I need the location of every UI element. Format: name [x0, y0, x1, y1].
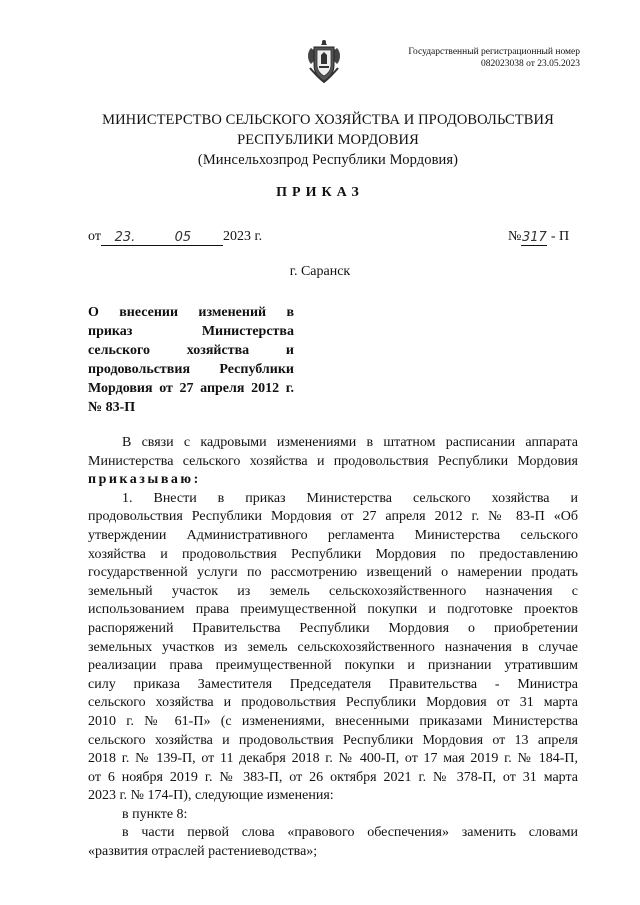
body-line: сельского хозяйства и продовольствия Республики Мордовия от 13 апреля [88, 732, 578, 748]
date-month: 05 [174, 230, 192, 245]
body-line: 2010 г. № 61-П» (с изменениями, внесенными приказами Министерства [88, 713, 578, 729]
subject-line: О внесении изменений в [88, 305, 294, 320]
body-line: распоряжений Правительства Республики Мордовия о приобретении [88, 620, 578, 636]
registration-line: 082023038 от 23.05.2023 [480, 59, 580, 69]
registration-number [405, 46, 580, 70]
number-suffix: - П [550, 229, 570, 244]
coat-of-arms-icon [305, 38, 343, 84]
document-title: ПРИКАЗ [276, 185, 364, 200]
subject-line: № 83-П [88, 400, 136, 415]
body-line: в части первой слова «правового обеспечения» заменить словами [122, 825, 578, 841]
body-line: сельского хозяйства и продовольствия Республики Мордовия от 31 марта [88, 695, 578, 711]
date-prefix: от [88, 229, 101, 244]
body-line: в пункте 8: [122, 806, 188, 822]
body-line: «развития отраслей растениеводства»; [88, 844, 318, 860]
date-year: 2023 г. [222, 229, 263, 244]
subject-line: продовольствия Республики [88, 362, 294, 377]
subject-line: Мордовия от 27 апреля 2012 г. [88, 381, 294, 396]
order-date [88, 228, 262, 246]
ministry-line: РЕСПУБЛИКИ МОРДОВИЯ [237, 132, 419, 148]
body-line: 1. Внести в приказ Министерства сельского хозяйства и [122, 490, 578, 506]
ministry-line: МИНИСТЕРСТВО СЕЛЬСКОГО ХОЗЯЙСТВА И ПРОДОВОЛЬСТВИЯ [102, 112, 554, 128]
body-line: 2023 г. № 174-П), следующие изменения: [88, 788, 334, 804]
body-line: реализации права преимущественной покупки и признании утратившим [88, 658, 578, 674]
city: г. Саранск [289, 264, 351, 279]
order-directive: приказываю: [88, 472, 201, 488]
ministry-name [60, 110, 596, 170]
order-number [508, 228, 569, 246]
body-line: В связи с кадровыми изменениями в штатном расписании аппарата [122, 435, 578, 450]
body-line: силу приказа Заместителя Председателя Правительства - Министра [88, 676, 578, 692]
body-line: от 6 ноября 2019 г. № 383-П, от 26 октября 2021 г. № 378-П, от 31 марта [88, 769, 578, 785]
body-line: земельный участок из земель сельскохозяйственного назначения с [88, 583, 578, 599]
body-line: утверждении Административного регламента Министерства сельского [88, 527, 578, 543]
body-line: 2018 г. № 139-П, от 11 декабря 2018 г. № 400-П, от 17 мая 2019 г. № 184-П, [88, 751, 578, 767]
order-subject [88, 303, 294, 417]
number-prefix: № [508, 229, 522, 244]
body-line: использованием права преимущественной покупки и подготовке проектов [88, 602, 578, 618]
number-value: 317 [521, 230, 547, 245]
order-body [88, 434, 578, 862]
body-line: хозяйства и продовольствия Республики Мордовия по предоставлению [88, 546, 578, 562]
subject-line: сельского хозяйства и [88, 343, 294, 358]
subject-line: приказ Министерства [88, 324, 294, 339]
registration-line: Государственный регистрационный номер [408, 47, 580, 57]
body-line: государственной услуги по рассмотрению извещений о намерении продать [88, 565, 578, 581]
body-line: Министерства сельского хозяйства и продовольствия Республики Мордовия [88, 453, 578, 469]
body-line: продовольствия Республики Мордовия от 27 апреля 2012 г. № 83-П «Об [88, 509, 578, 525]
body-line: земельных участков из земель сельскохозяйственного назначения в случае [88, 639, 578, 655]
date-day: 23. [114, 230, 136, 245]
ministry-short-name: (Минсельхозпрод Республики Мордовия) [197, 152, 459, 168]
